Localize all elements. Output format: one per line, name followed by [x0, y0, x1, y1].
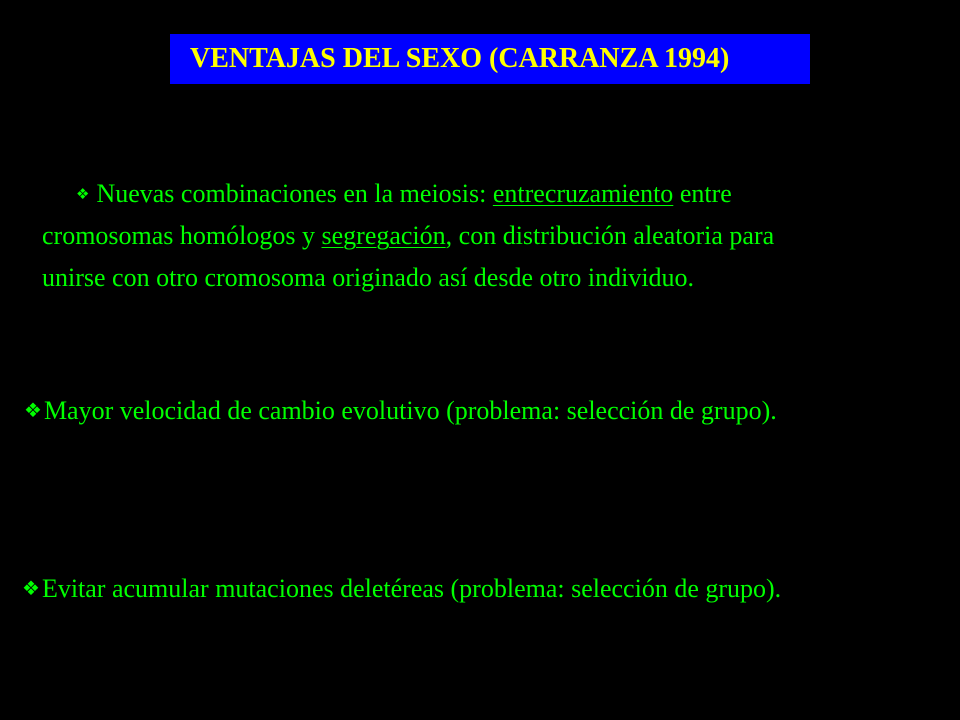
- slide-title: VENTAJAS DEL SEXO (CARRANZA 1994): [190, 43, 730, 74]
- diamond-bullet-icon: ❖: [76, 185, 90, 203]
- term-entrecruzamiento: entrecruzamiento: [492, 179, 674, 208]
- bullet-text-1b: entre: [673, 179, 732, 208]
- diamond-bullet-icon: ❖: [22, 576, 40, 600]
- bullet-line-2: [42, 215, 942, 257]
- bullet-line-3: unirse con otro cromosoma originado así desde otro individuo.: [42, 263, 695, 292]
- bullet-item-avoid-mutations: [22, 571, 781, 606]
- bullet-text-2a: cromosomas homólogos y: [42, 221, 322, 250]
- title-banner: [170, 34, 810, 84]
- term-segregacion: segregación: [321, 221, 446, 250]
- bullet-text-avoid-mutations: Evitar acumular mutaciones deletéreas (problema: selección de grupo).: [41, 574, 782, 603]
- bullet-item-evolutionary-speed: [24, 393, 777, 428]
- bullet-text-2b: , con distribución aleatoria para: [445, 221, 775, 250]
- bullet-text-1a: Nuevas combinaciones en la meiosis:: [96, 179, 493, 208]
- bullet-text-evolutionary-speed: Mayor velocidad de cambio evolutivo (problema: selección de grupo).: [43, 396, 777, 425]
- diamond-bullet-icon: ❖: [24, 398, 42, 422]
- bullet-item-new-combinations: [42, 173, 942, 299]
- bullet-line-1: [42, 173, 942, 215]
